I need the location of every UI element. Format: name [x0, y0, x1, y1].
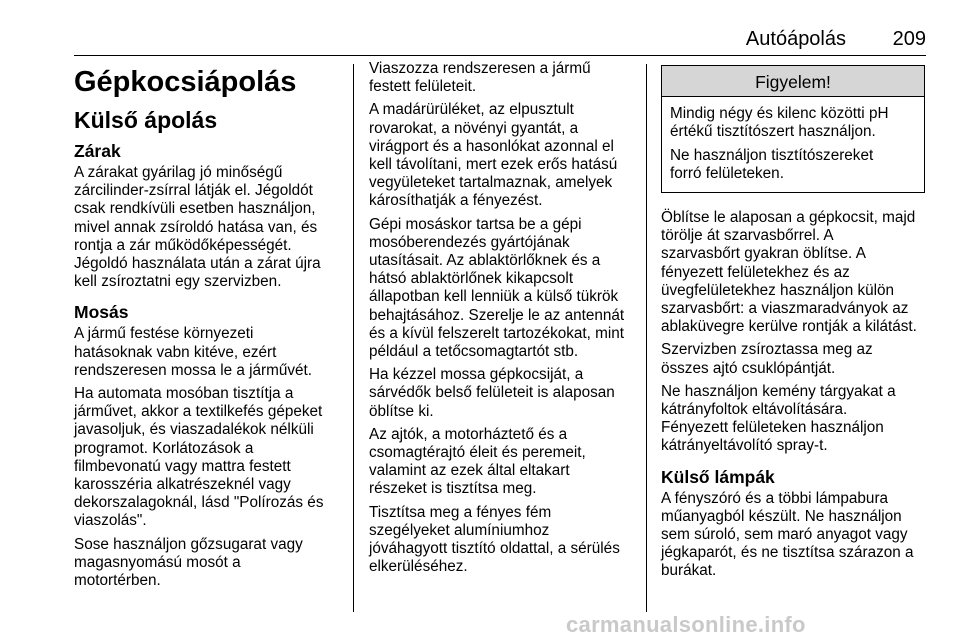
sub-heading: Külső ápolás [74, 107, 218, 133]
text-line: vegyületeket tartalmaznak, amelyek [369, 174, 613, 192]
text-line: jégkaparót, és ne tisztítsa szárazon a [661, 544, 914, 562]
watermark: carmanualsonline.info [566, 612, 806, 637]
text-line: ablaküvegre kerülve rontják a kilátást. [661, 318, 917, 336]
text-line: kell zsíroztatni egy szervizben. [74, 273, 282, 291]
column-3 [661, 60, 927, 586]
warning-paragraph [670, 147, 916, 183]
paragraph [74, 325, 344, 380]
text-line: zárcilinder-zsírral látják el. Jégoldót [74, 182, 313, 200]
text-line: karosszéria alkatrészeknél vagy [74, 476, 291, 494]
text-line: például a tetőcsomagtartót stb. [369, 343, 579, 361]
text-line: javasoljuk, és viaszadalékok nélküli [74, 421, 314, 439]
paragraph [369, 101, 632, 210]
text-line: öblítse ki. [369, 402, 434, 420]
text-line: dekorszalagoknál, lásd "Polírozás és [74, 494, 324, 512]
text-line: fényezett felületekhez és az [661, 263, 850, 281]
text-line: jóváhagyott tisztító oldattal, a sérülés [369, 540, 620, 558]
text-line: festett felületeit. [369, 78, 477, 96]
paragraph [369, 504, 632, 577]
text-line: Sose használjon gőzsugarat vagy [74, 535, 303, 553]
text-line: A zárakat gyárilag jó minőségű [74, 164, 283, 181]
paragraph-exterior-lamps [661, 490, 927, 581]
text-line: és a kívül felszerelt tartozékokat, mint [369, 324, 625, 342]
text-line: értékű tisztítószert használjon. [670, 123, 876, 141]
paragraph-locks [74, 164, 344, 291]
column-2 [369, 60, 632, 581]
text-line: forró felületeken. [670, 164, 784, 182]
text-line: hátsó ablaktörlőnek kikapcsolt [369, 270, 574, 288]
main-heading: Gépkocsiápolás [74, 66, 297, 98]
page-number: 209 [892, 28, 926, 50]
text-line: virágport és a hasonlókat azonnal el [369, 137, 614, 155]
paragraph [369, 426, 632, 499]
text-line: A jármű festése környezeti [74, 325, 254, 343]
text-line: szarvasbőrt gyakran öblítse. A [661, 245, 866, 263]
text-line: sem súroló, sem maró anyagot vagy [661, 526, 908, 544]
text-line: mivel annak zsíroldó hatása van, és [74, 218, 318, 236]
text-line: behajtásához. Szerelje le az antennát [369, 306, 625, 324]
paragraph [369, 60, 632, 96]
header-rule [74, 55, 926, 56]
text-line: Fényezett felületeken használjon [661, 419, 884, 437]
warning-paragraph [670, 105, 916, 141]
warning-body [662, 97, 924, 192]
text-line: Gépi mosáskor tartsa be a gépi [369, 215, 582, 233]
text-line: Ne használjon tisztítószereket [670, 146, 874, 164]
text-line: elkerüléséhez. [369, 558, 468, 576]
text-line: programot. Korlátozások a [74, 439, 254, 457]
text-line: A fényszóró és a többi lámpabura [661, 489, 889, 507]
warning-title: Figyelem! [662, 66, 924, 97]
paragraph [661, 383, 927, 456]
text-line: szarvasbőrt: a viaszmaradványok az [661, 300, 909, 318]
text-line: Mindig négy és kilenc közötti pH [670, 105, 889, 123]
column-1 [74, 60, 344, 595]
text-line: utasításait. Az ablaktörlőknek és a [369, 252, 601, 270]
text-line: Öblítse le alaposan a gépkocsit, majd [661, 209, 916, 227]
paragraph [74, 536, 344, 591]
text-line: kell távolítani, mert ezek erős hatású [369, 156, 618, 174]
paragraph [74, 385, 344, 531]
text-line: rovarokat, a növényi gyantát, a [369, 119, 579, 137]
text-line: Szervizben zsíroztassa meg az [661, 341, 873, 359]
text-line: Ha automata mosóban tisztítja a [74, 385, 294, 403]
text-line: valamint az ezek által eltakart [369, 462, 570, 480]
text-line: műanyagból készült. Ne használjon [661, 507, 902, 525]
text-line: Tisztítsa meg a fényes fém [369, 503, 552, 521]
chapter-title: Autóápolás [745, 28, 846, 50]
column-divider-1 [353, 64, 354, 612]
text-line: állapotban kell lenniük a külső tükrök [369, 288, 619, 306]
section-heading-washing: Mosás [74, 302, 129, 323]
text-line: hatásoknak vabn kitéve, ezért [74, 343, 277, 361]
text-line: Ha kézzel mossa gépkocsiját, a [369, 366, 584, 384]
text-line: Ne használjon kemény tárgyakat a [661, 382, 896, 400]
paragraph [369, 216, 632, 362]
paragraph [661, 209, 927, 336]
text-line: Jégoldó használata után a zárat újra [74, 255, 321, 273]
text-line: A madárürüléket, az elpusztult [369, 101, 574, 119]
column-divider-2 [646, 64, 647, 612]
paragraph [661, 341, 927, 377]
text-line: kátrányfoltok eltávolítására. [661, 401, 848, 419]
warning-box [661, 65, 925, 193]
section-heading-locks: Zárak [74, 141, 121, 161]
text-line: filmbevonatú vagy mattra festett [74, 457, 291, 475]
text-line: rendszeresen mossa le a járművét. [74, 361, 313, 379]
page-header [74, 22, 926, 56]
text-line: szegélyeket alumíniumhoz [369, 521, 550, 539]
section-heading-exterior-lamps: Külső lámpák [661, 466, 775, 487]
text-line: viaszolás". [74, 512, 147, 530]
paragraph [369, 366, 632, 421]
text-line: csak rendkívüli esetben használjon, [74, 200, 316, 218]
text-line: csomagtérajtó éleit és peremeit, [369, 444, 586, 462]
text-line: burákat. [661, 562, 717, 580]
text-line: összes ajtó csuklópántját. [661, 359, 836, 377]
text-line: károsíthatják a fényezést. [369, 192, 543, 210]
text-line: magasnyomású mosót a [74, 553, 241, 571]
text-line: üvegfelületekhez használjon külön [661, 281, 895, 299]
text-line: sárvédők belső felületeit is alaposan [369, 384, 615, 402]
text-line: kátrányeltávolító spray-t. [661, 437, 828, 455]
text-line: mosóberendezés gyártójának [369, 233, 570, 251]
text-line: törölje át szarvasbőrrel. A [661, 227, 834, 245]
text-line: részeket is tisztítsa meg. [369, 480, 537, 498]
text-line: rontja a zár működőképességét. [74, 236, 292, 254]
text-line: Az ajtók, a motorháztető és a [369, 425, 568, 443]
text-line: motortérben. [74, 572, 161, 590]
text-line: járművet, akkor a textilkefés gépeket [74, 403, 323, 421]
text-line: Viaszozza rendszeresen a jármű [369, 60, 591, 77]
